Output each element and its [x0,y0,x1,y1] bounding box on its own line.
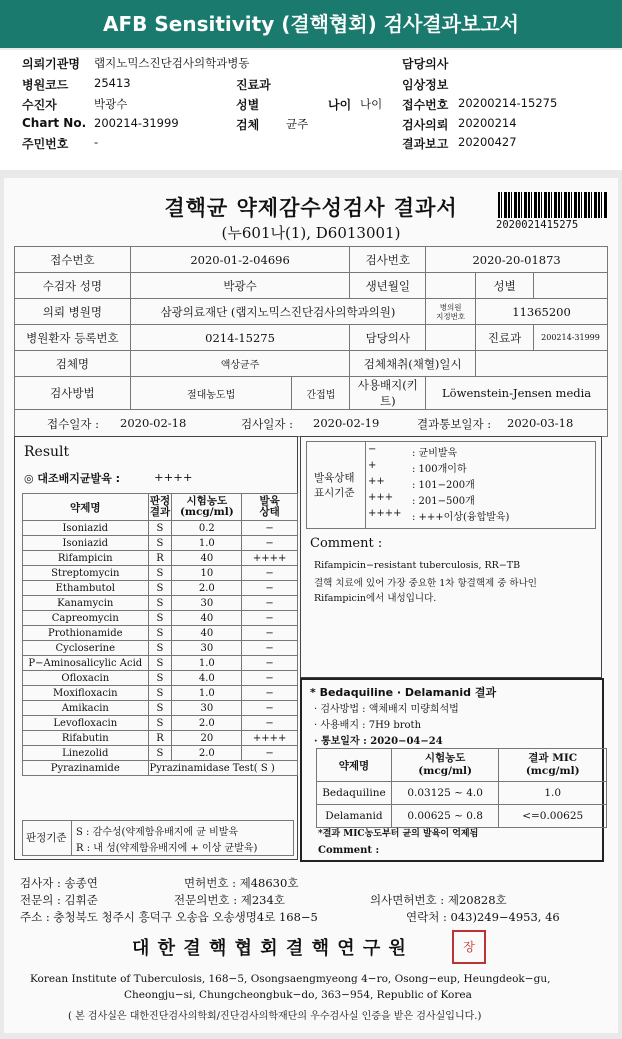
sex-label: 성별 [236,98,260,112]
legend-meaning: : 100개이하 [412,464,467,475]
cell-label: 수검자 성명 [15,273,131,299]
table-row [23,641,298,656]
cell-value [426,325,476,351]
resident-label: 주민번호 [22,137,69,151]
growth: − [242,701,298,716]
legend-symbol: ++++ [368,508,402,519]
received-label: 접수일자 : [47,417,99,431]
control-growth-value: ++++ [154,470,193,484]
growth: − [242,536,298,551]
judgement: S [148,596,172,611]
drug-name: Capreomycin [23,611,149,626]
request-value: 20200214 [458,116,517,130]
cell-label: 생년월일 [350,273,426,299]
received-value: 2020-02-18 [120,416,187,430]
criteria-s: S : 감수성(약제함유배지에 균 비발육 [76,827,239,838]
bdq-table [316,748,607,828]
cell-label: 진료과 [476,325,534,351]
inspector: 검사자 : 송종연 [20,876,98,890]
table-row [15,377,608,410]
table-row [15,325,608,351]
cell-value [476,351,608,377]
drug-name: Ofloxacin [23,671,149,686]
code-value: 25413 [94,76,131,90]
drug-name: Rifampicin [23,551,149,566]
cell-label: 접수번호 [15,247,131,273]
drug-name: Linezolid [23,746,149,761]
bdq-medium: · 사용배지 : 7H9 broth [314,720,422,731]
drug-name: Kanamycin [23,596,149,611]
report-label: 결과보고 [402,137,449,151]
col-concentration: 시험농도 (mcg/ml) [391,749,499,782]
request-label: 검사의뢰 [402,118,449,132]
specimen-value: 균주 [286,117,309,131]
legend-list [368,444,588,526]
cell-label: 검체명 [15,351,131,377]
drug-name: Streptomycin [23,566,149,581]
legend-symbol: − [368,444,377,455]
table-header-row [23,494,298,521]
drug-name: Moxifloxacin [23,686,149,701]
col-concentration: 시험농도 (mcg/ml) [172,494,242,521]
growth: − [242,626,298,641]
cell-value: 박광수 [130,273,350,299]
cell-label: 병의원 지정번호 [426,299,476,325]
resident-value: - [94,135,99,149]
doctor-license: 의사면허번호 : 제20828호 [370,893,507,907]
drug-name: Isoniazid [23,521,149,536]
specimen-label: 검체 [236,118,260,132]
concentration: 40 [172,551,242,566]
growth: − [242,521,298,536]
table-row [23,686,298,701]
test-date-label: 검사일자 : [241,417,293,431]
bdq-date: · 통보일자 : 2020−04−24 [314,736,443,747]
concentration: 1.0 [172,656,242,671]
judgement: S [148,686,172,701]
divider [365,441,366,529]
drug-name: Amikacin [23,701,149,716]
hospital-value: 랩지노믹스진단검사의학과병동 [94,56,250,70]
clinical-label: 임상정보 [402,78,449,92]
growth: ++++ [242,731,298,746]
cell-label: 병원환자 등록번호 [15,325,131,351]
growth: − [242,686,298,701]
judgement: S [148,746,172,761]
growth: − [242,671,298,686]
cell-value: Löwenstein-Jensen media [426,377,608,410]
age-value: 나이 [360,97,383,111]
cell-value: 0214-15275 [130,325,350,351]
barcode-image [498,192,608,218]
notify-value: 2020-03-18 [507,416,574,430]
comment-line-1: Rifampicin−resistant tuberculosis, RR−TB [314,560,521,571]
growth: − [242,611,298,626]
barcode-number: 2020021415275 [496,219,579,231]
specialist-number: 전문의번호 : 제234호 [174,893,285,907]
col-growth: 발육 상태 [242,494,298,521]
patient-label: 수진자 [22,98,57,112]
doctor-label: 담당의사 [402,57,449,71]
header-table [14,246,608,437]
result-title: Result [24,444,70,460]
cell: 0.00625 ~ 0.8 [391,805,499,828]
age-label: 나이 [328,98,352,112]
judgement: S [148,671,172,686]
legend-meaning: : 균비발육 [412,448,458,459]
cell: <=0.00625 [499,805,607,828]
cell: Delamanid [317,805,392,828]
control-growth-label: ◎ 대조배지균발육 : [24,472,121,485]
cell-value [426,273,476,299]
judgement: S [148,611,172,626]
pza-name: Pyrazinamide [23,761,149,776]
drug-table [22,493,298,776]
cell-value: 2020-20-01873 [426,247,608,273]
table-row [317,782,607,805]
table-row [23,611,298,626]
table-row [23,551,298,566]
growth: − [242,581,298,596]
cell-value: 삼광의료재단 (랩지노믹스진단검사의학과의원) [130,299,425,325]
cell-value: 11365200 [476,299,608,325]
accession-value: 20200214-15275 [458,96,558,110]
test-date-value: 2020-02-19 [313,416,380,430]
scanned-report [4,178,618,1033]
table-row [23,656,298,671]
judgement: S [148,626,172,641]
table-row [23,731,298,746]
table-row [15,273,608,299]
table-row [15,351,608,377]
chart-value: 200214-31999 [94,116,179,130]
concentration: 10 [172,566,242,581]
bdq-method: · 검사방법 : 액체배지 미량희석법 [314,704,459,715]
table-row [15,299,608,325]
concentration: 0.2 [172,521,242,536]
accession-label: 접수번호 [402,98,449,112]
judgement: S [148,581,172,596]
english-address-2: Cheongju−si, Chungcheongbuk−do, 363−954, Republic of Korea [124,989,472,1001]
inspector-license: 면허번호 : 제48630호 [184,876,299,890]
table-row [23,701,298,716]
report-value: 20200427 [458,135,517,149]
growth: − [242,656,298,671]
judgement: R [148,731,172,746]
legend-label-2: 표시기준 [314,487,355,499]
concentration: 30 [172,641,242,656]
cell-value: 간접법 [292,377,350,410]
col-drug: 약제명 [23,494,149,521]
legend-symbol: ++ [368,476,385,487]
table-row [23,716,298,731]
legend-symbol: + [368,460,377,471]
concentration: 30 [172,701,242,716]
cell-value [534,273,608,299]
table-row [317,805,607,828]
judgement: S [148,701,172,716]
table-row [23,566,298,581]
divider [71,820,72,856]
criteria-label: 판정기준 [26,832,67,844]
pza-value: Pyrazinamidase Test( S ) [148,761,297,776]
patient-info-panel [0,50,622,170]
cell-label: 검사번호 [350,247,426,273]
legend-meaning: : 201−500개 [412,496,475,507]
table-header-row [317,749,607,782]
cell-label: 사용배지(키트) [350,377,426,410]
cell-value: 절대농도법 [130,377,292,410]
judgement: S [148,536,172,551]
cell-value: 2020-01-2-04696 [130,247,350,273]
concentration: 40 [172,626,242,641]
chart-label: Chart No. [22,116,87,130]
col-judgement: 판정 결과 [148,494,172,521]
cell-label: 의뢰 병원명 [15,299,131,325]
criteria-r: R : 내 성(약제함유배지에 + 이상 균발육) [76,843,258,854]
concentration: 20 [172,731,242,746]
organization-name: 대 한 결 핵 협 회 결 핵 연 구 원 [132,938,407,959]
judgement: S [148,656,172,671]
concentration: 2.0 [172,581,242,596]
cell-label: 검사방법 [15,377,131,410]
hospital-label: 의뢰기관명 [22,57,80,71]
concentration: 2.0 [172,716,242,731]
table-row [15,410,608,437]
concentration: 4.0 [172,671,242,686]
drug-name: Rifabutin [23,731,149,746]
dept-label: 진료과 [236,78,271,92]
cell: 0.03125 ~ 4.0 [391,782,499,805]
growth: − [242,566,298,581]
comment-line-2: 결핵 치료에 있어 가장 중요한 1차 항결핵제 중 하나인 [314,578,537,589]
bdq-comment: Comment : [318,845,380,856]
table-row [23,746,298,761]
legend-label-1: 발육상태 [314,472,355,484]
concentration: 1.0 [172,536,242,551]
growth: ++++ [242,551,298,566]
col-mic: 결과 MIC (mcg/ml) [499,749,607,782]
cell-label: 담당의사 [350,325,426,351]
judgement: S [148,641,172,656]
drug-name: P−Aminosalicylic Acid [23,656,149,671]
table-row [23,671,298,686]
bdq-title: * Bedaquiline · Delamanid 결과 [310,686,497,699]
drug-name: Isoniazid [23,536,149,551]
table-row [23,536,298,551]
certification-note: ( 본 검사실은 대한진단검사의학회/진단검사의학재단의 우수검사실 인증을 받은 검사실입니다.) [68,1011,482,1022]
address: 주소 : 충청북도 청주시 흥덕구 오송읍 오송생명4로 168−5 [20,910,318,924]
drug-name: Ethambutol [23,581,149,596]
cell-label: 검체채취(채혈)일시 [350,351,476,377]
doc-subtitle: (누601나(1), D6013001) [221,224,401,242]
patient-value: 박광수 [94,97,128,111]
comment-title: Comment : [310,536,383,551]
code-label: 병원코드 [22,78,69,92]
comment-line-3: Rifampicin에서 내성입니다. [314,593,437,604]
table-row [23,761,298,776]
table-row [23,581,298,596]
legend-meaning: : +++이상(융합발육) [412,512,510,523]
concentration: 2.0 [172,746,242,761]
drug-name: Cycloserine [23,641,149,656]
cell: Bedaquiline [317,782,392,805]
growth: − [242,716,298,731]
contact: 연락처 : 043)249−4953, 46 [406,910,560,924]
cell-value: 200214-31999 [534,325,608,351]
official-seal: 장 [452,930,486,964]
dates-row [15,410,608,437]
judgement: R [148,551,172,566]
growth: − [242,596,298,611]
cell-value: 액상균주 [130,351,350,377]
col-drug: 약제명 [317,749,392,782]
concentration: 30 [172,596,242,611]
report-title: AFB Sensitivity (결핵협회) 검사결과보고서 [0,0,622,48]
judgement: S [148,521,172,536]
table-row [23,596,298,611]
judgement: S [148,566,172,581]
doc-title: 결핵균 약제감수성검사 결과서 [164,195,458,220]
concentration: 1.0 [172,686,242,701]
drug-name: Prothionamide [23,626,149,641]
judgement: S [148,716,172,731]
notify-label: 결과통보일자 : [417,417,492,431]
table-row [23,521,298,536]
concentration: 40 [172,611,242,626]
legend-meaning: : 101−200개 [412,480,475,491]
cell-label: 성별 [476,273,534,299]
cell: 1.0 [499,782,607,805]
growth: − [242,641,298,656]
legend-symbol: +++ [368,492,394,503]
table-row [23,626,298,641]
table-row [15,247,608,273]
specialist: 전문의 : 김휘준 [20,893,98,907]
growth: − [242,746,298,761]
bdq-note: *결과 MIC농도부터 균의 발육이 억제됨 [318,829,479,839]
english-address-1: Korean Institute of Tuberculosis, 168−5, Osongsaengmyeong 4−ro, Osong−eup, Heungdeok−gu, [30,973,551,985]
drug-name: Levofloxacin [23,716,149,731]
